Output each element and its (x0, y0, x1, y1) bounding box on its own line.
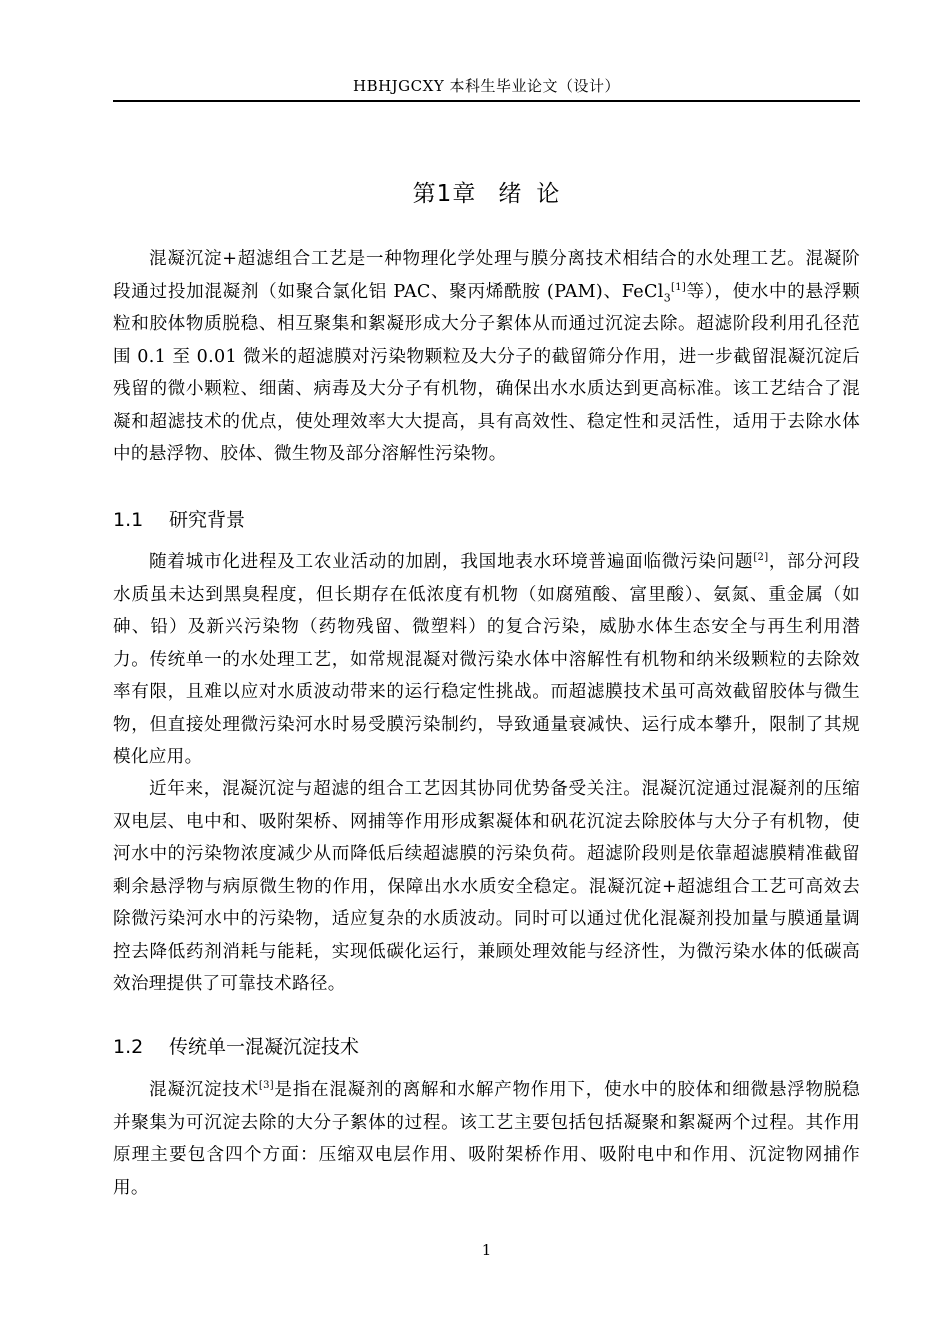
section-heading-1-1 (113, 506, 860, 534)
subscript: 3 (663, 291, 671, 305)
intro-paragraph: 混凝沉淀+超滤组合工艺是一种物理化学处理与膜分离技术相结合的水处理工艺。混凝阶段通过投加混凝剂（如聚合氯化铝 PAC、聚丙烯酰胺 (PAM)、FeCl$_3$[1]等），使水中的悬浮颗粒和胶体物质脱稳、相互聚集和絮凝形成大分子絮体从而通过沉淀去除。超滤阶段利用孔径范围 0.1 至 0.01 微米的超滤膜对污染物颗粒及大分子的截留筛分作用，进一步截留混凝沉淀后残留的微小颗粒、细菌、病毒及大分子有机物，确保出水水质达到更高标准。该工艺结合了混凝和超滤技术的优点，使处理效率大大提高，具有高效性、稳定性和灵活性，适用于去除水体中的悬浮物、胶体、微生物及部分溶解性污染物。 (113, 249, 860, 464)
chapter-label-prefix: 第 (412, 181, 437, 207)
citation-ref: [2] (753, 552, 769, 564)
page-number: 1 (481, 1241, 492, 1259)
section-number: 1.1 (113, 509, 144, 531)
chapter-number: 1 (436, 181, 453, 207)
chapter-title-char: 绪 (498, 181, 523, 207)
header-divider (113, 100, 860, 102)
citation-ref: [1] (671, 281, 687, 293)
chapter-title (113, 178, 860, 210)
body-paragraph: 近年来，混凝沉淀与超滤的组合工艺因其协同优势备受关注。混凝沉淀通过混凝剂的压缩双电层、电中和、吸附架桥、网捕等作用形成絮凝体和矾花沉淀去除胶体与大分子有机物，使河水中的污染物浓度减少从而降低后续超滤膜的污染负荷。超滤阶段则是依靠超滤膜精准截留剩余悬浮物与病原微生物的作用，保障出水水质安全稳定。混凝沉淀+超滤组合工艺可高效去除微污染河水中的污染物，适应复杂的水质波动。同时可以通过优化混凝剂投加量与膜通量调控去降低药剂消耗与能耗，实现低碳化运行，兼顾处理效能与经济性，为微污染水体的低碳高效治理提供了可靠技术路径。 (113, 779, 860, 994)
section-heading-1-2 (113, 1033, 860, 1061)
section-number: 1.2 (113, 1036, 144, 1058)
section-title: 研究背景 (169, 509, 246, 531)
body-paragraph: 随着城市化进程及工农业活动的加剧，我国地表水环境普遍面临微污染问题[2]，部分河段水质虽未达到黑臭程度，但长期存在低浓度有机物（如腐殖酸、富里酸）、氨氮、重金属（如砷、铅）及新兴污染物（药物残留、微塑料）的复合污染，威胁水体生态安全与再生利用潜力。传统单一的水处理工艺，如常规混凝对微污染水体中溶解性有机物和纳米级颗粒的去除效率有限，且难以应对水质波动带来的运行稳定性挑战。而超滤膜技术虽可高效截留胶体与微生物，但直接处理微污染河水时易受膜污染制约，导致通量衰减快、运行成本攀升，限制了其规模化应用。 (113, 552, 860, 767)
chapter-label-suffix: 章 (452, 181, 477, 207)
section-title: 传统单一混凝沉淀技术 (169, 1036, 360, 1058)
citation-ref: [3] (258, 1080, 274, 1092)
body-paragraph: 混凝沉淀技术[3]是指在混凝剂的离解和水解产物作用下，使水中的胶体和细微悬浮物脱稳并聚集为可沉淀去除的大分子絮体的过程。该工艺主要包括包括凝聚和絮凝两个过程。其作用原理主要包含四个方面：压缩双电层作用、吸附架桥作用、吸附电中和作用、沉淀物网捕作用。 (113, 1080, 860, 1198)
chapter-title-char: 论 (536, 181, 561, 207)
running-header: HBHJGCXY 本科生毕业论文（设计） (352, 77, 620, 95)
